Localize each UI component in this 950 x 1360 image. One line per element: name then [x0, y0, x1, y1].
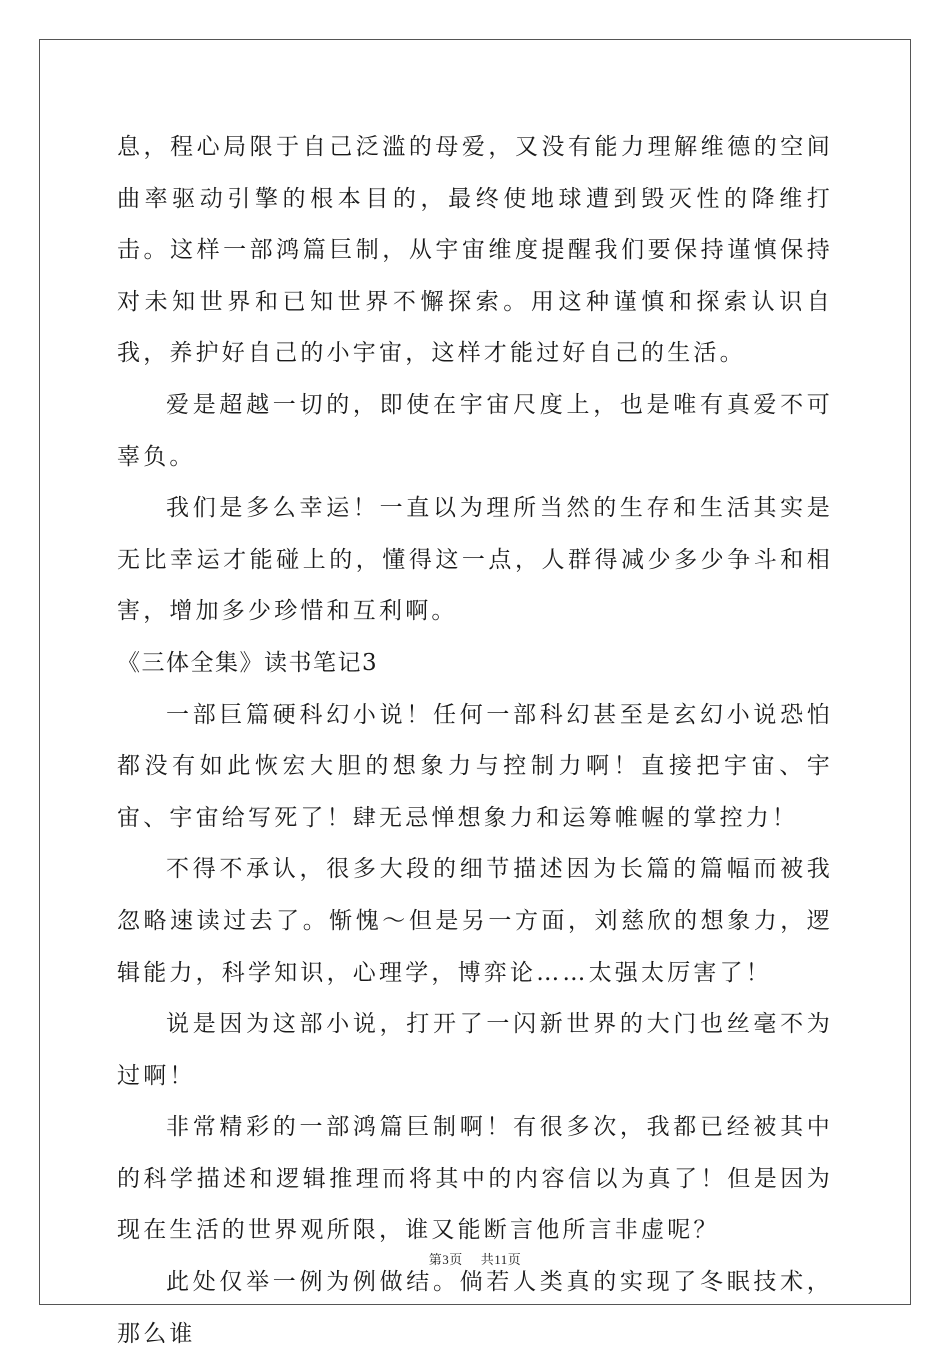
section-heading: 《三体全集》读书笔记3 — [117, 649, 379, 676]
paragraph: 不得不承认，很多大段的细节描述因为长篇的篇幅而被我忽略速读过去了。惭愧～但是另一方面，刘慈欣的想象力，逻辑能力，科学知识，心理学，博弈论……太强太厉害了！ — [117, 856, 833, 986]
paragraph: 爱是超越一切的，即使在宇宙尺度上，也是唯有真爱不可辜负。 — [117, 391, 833, 470]
document-body — [117, 122, 833, 1360]
total-pages: 共11页 — [480, 1252, 522, 1267]
paragraph-continuation: 息，程心局限于自己泛滥的母爱，又没有能力理解维德的空间曲率驱动引擎的根本目的，最终使地球遭到毁灭性的降维打击。这样一部鸿篇巨制，从宇宙维度提醒我们要保持谨慎保持对未知世界和已知世界不懈探索。用这种谨慎和探索认识自我，养护好自己的小宇宙，这样才能过好自己的生活。 — [117, 134, 833, 367]
paragraph: 我们是多么幸运！一直以为理所当然的生存和生活其实是无比幸运才能碰上的，懂得这一点，人群得减少多少争斗和相害，增加多少珍惜和互利啊。 — [117, 495, 833, 625]
page-number: 第3页 — [428, 1252, 463, 1267]
paragraph: 一部巨篇硬科幻小说！任何一部科幻甚至是玄幻小说恐怕都没有如此恢宏大胆的想象力与控制力啊！直接把宇宙、宇宙、宇宙给写死了！肆无忌惮想象力和运筹帷幄的掌控力！ — [117, 701, 833, 831]
page-footer — [0, 1249, 950, 1268]
paragraph: 说是因为这部小说，打开了一闪新世界的大门也丝毫不为过啊！ — [117, 1011, 833, 1089]
paragraph: 此处仅举一例为例做结。倘若人类真的实现了冬眠技术，那么谁 — [117, 1269, 833, 1347]
paragraph: 非常精彩的一部鸿篇巨制啊！有很多次，我都已经被其中的科学描述和逻辑推理而将其中的内容信以为真了！但是因为现在生活的世界观所限，谁又能断言他所言非虚呢？ — [117, 1114, 833, 1244]
